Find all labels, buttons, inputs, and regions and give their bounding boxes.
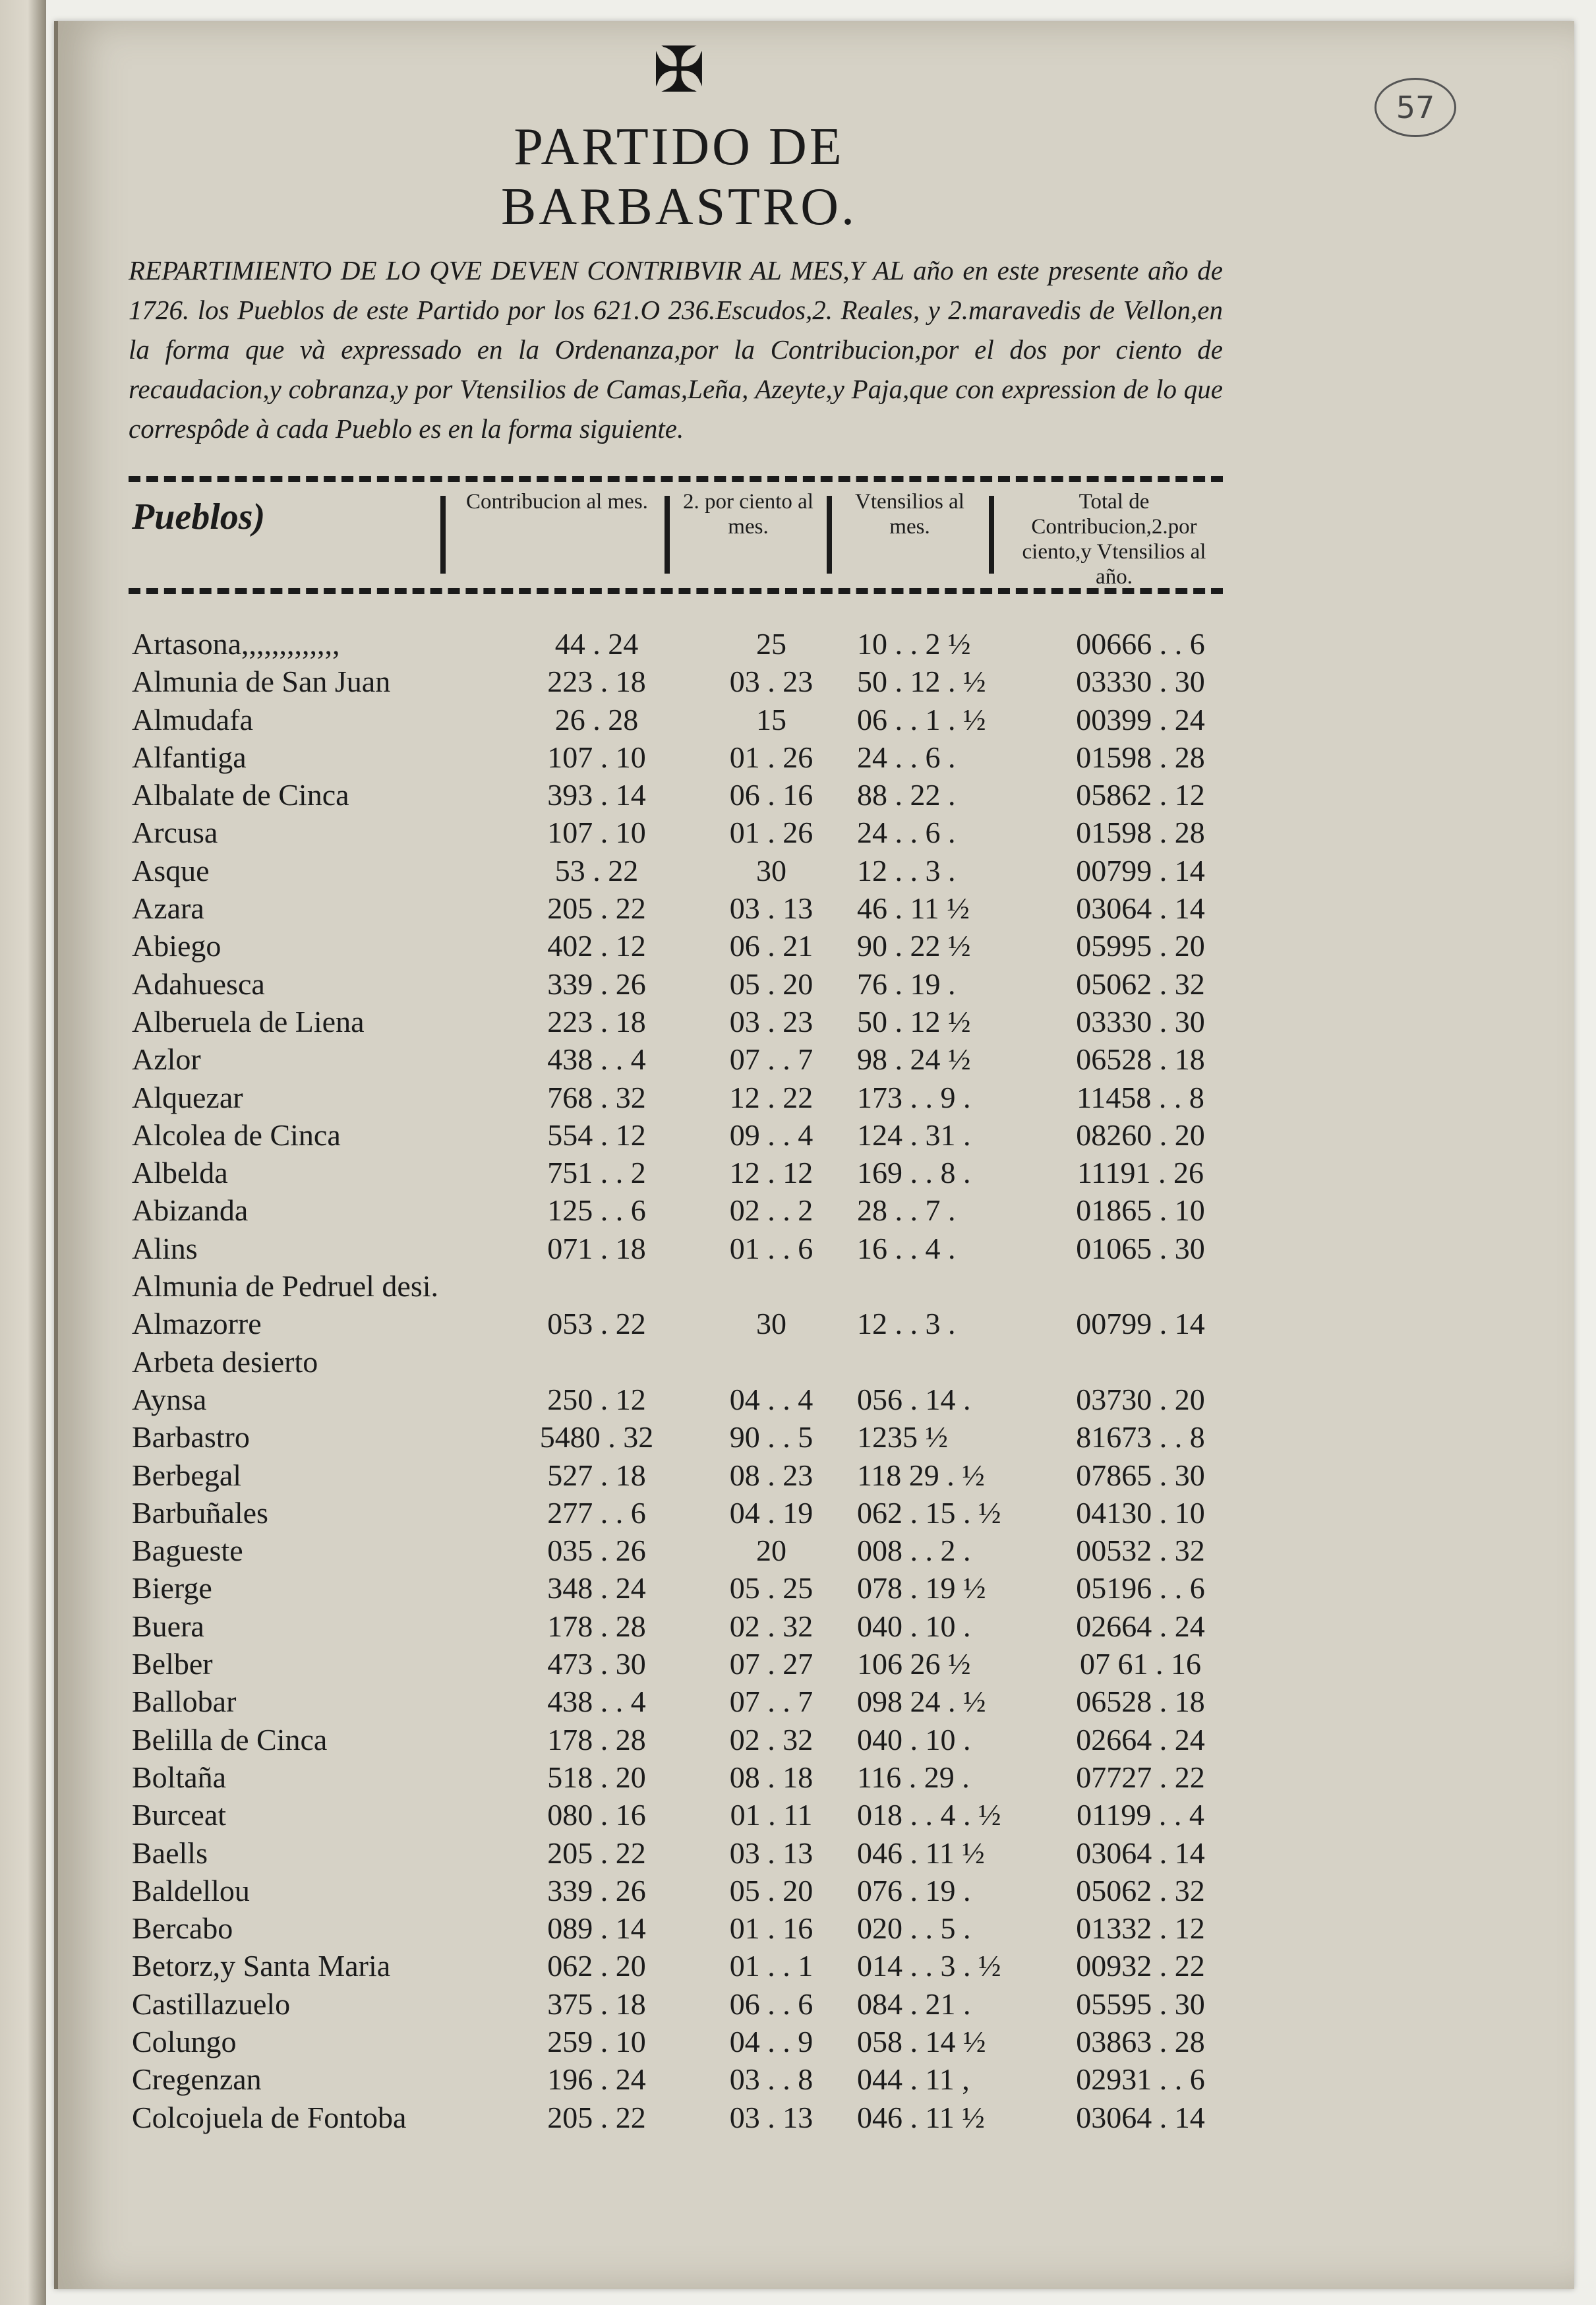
- contribution-table: [132, 626, 1239, 2138]
- table-row: [132, 1684, 1239, 1721]
- table-row: [132, 1797, 1239, 1835]
- total-cell: 03730 . 20: [1076, 1382, 1205, 1416]
- pueblo-name: Albalate de Cinca: [132, 778, 349, 812]
- contribucion-cell: 339 . 26: [547, 1873, 646, 1907]
- contribucion-cell: 080 . 16: [547, 1798, 646, 1832]
- contribucion-cell: 375 . 18: [547, 1987, 646, 2021]
- pueblo-name: Berbegal: [132, 1458, 242, 1492]
- por-ciento-cell: 06 . 21: [729, 929, 813, 963]
- pueblo-name: Alfantiga: [132, 740, 247, 774]
- por-ciento-cell: 12 . 12: [729, 1156, 813, 1190]
- contribucion-cell: 768 . 32: [547, 1080, 646, 1114]
- utensilios-cell: 10 . . 2 ½: [857, 627, 971, 661]
- utensilios-cell: 056 . 14 .: [857, 1382, 971, 1416]
- total-cell: 00799 . 14: [1076, 1307, 1205, 1341]
- contribucion-cell: 250 . 12: [547, 1382, 646, 1416]
- total-cell: 06528 . 18: [1076, 1685, 1205, 1719]
- utensilios-cell: 020 . . 5 .: [857, 1911, 971, 1946]
- contribucion-cell: 178 . 28: [547, 1609, 646, 1643]
- table-row: [132, 1911, 1239, 1948]
- por-ciento-cell: 08 . 23: [729, 1458, 813, 1492]
- por-ciento-cell: 02 . 32: [729, 1722, 813, 1756]
- utensilios-cell: 014 . . 3 . ½: [857, 1949, 1001, 1983]
- pueblo-name: Bagueste: [132, 1534, 243, 1568]
- utensilios-cell: 062 . 15 . ½: [857, 1495, 1001, 1530]
- por-ciento-cell: 02 . 32: [729, 1609, 813, 1643]
- por-ciento-cell: 12 . 22: [729, 1080, 813, 1114]
- utensilios-cell: 076 . 19 .: [857, 1873, 971, 1907]
- por-ciento-cell: 25: [756, 627, 786, 661]
- utensilios-cell: 50 . 12 ½: [857, 1004, 971, 1038]
- pueblo-name: Adahuesca: [132, 967, 265, 1001]
- total-cell: 02664 . 24: [1076, 1609, 1205, 1643]
- utensilios-cell: 046 . 11 ½: [857, 1836, 985, 1870]
- pueblo-name: Bercabo: [132, 1911, 233, 1946]
- contribucion-cell: 527 . 18: [547, 1458, 646, 1492]
- total-cell: 00666 . . 6: [1076, 627, 1205, 661]
- contribucion-cell: 26 . 28: [554, 702, 639, 736]
- table-row: [132, 1646, 1239, 1684]
- utensilios-cell: 173 . . 9 .: [857, 1080, 971, 1114]
- por-ciento-cell: 05 . 20: [729, 967, 813, 1001]
- contribucion-cell: 062 . 20: [547, 1949, 646, 1983]
- table-row: [132, 1382, 1239, 1420]
- contribucion-cell: 393 . 14: [547, 778, 646, 812]
- pueblo-name: Alberuela de Liena: [132, 1004, 365, 1038]
- pueblo-name: Cregenzan: [132, 2062, 262, 2097]
- utensilios-cell: 116 . 29 .: [857, 1760, 970, 1794]
- table-row: [132, 815, 1239, 853]
- contribucion-cell: 071 . 18: [547, 1231, 646, 1265]
- pueblo-name: Aynsa: [132, 1382, 207, 1416]
- pueblo-name: Azara: [132, 891, 204, 926]
- contribucion-cell: 277 . . 6: [547, 1495, 646, 1530]
- pueblo-name: Belilla de Cinca: [132, 1722, 328, 1756]
- pueblo-name: Barbastro: [132, 1420, 250, 1454]
- table-row: [132, 1571, 1239, 1608]
- contribucion-cell: 107 . 10: [547, 816, 646, 850]
- pueblo-name: Burceat: [132, 1798, 227, 1832]
- utensilios-cell: 169 . . 8 .: [857, 1156, 971, 1190]
- por-ciento-cell: 04 . . 9: [729, 2024, 813, 2058]
- por-ciento-cell: 30: [756, 853, 786, 887]
- por-ciento-cell: 06 . 16: [729, 778, 813, 812]
- total-cell: 01199 . . 4: [1077, 1798, 1204, 1832]
- utensilios-cell: 12 . . 3 .: [857, 1307, 956, 1341]
- table-row: [132, 1193, 1239, 1230]
- por-ciento-cell: 03 . 23: [729, 665, 813, 699]
- contribucion-cell: 125 . . 6: [547, 1193, 646, 1228]
- por-ciento-cell: 03 . 13: [729, 891, 813, 926]
- pueblo-name: Buera: [132, 1609, 204, 1643]
- contribucion-cell: 205 . 22: [547, 891, 646, 926]
- contribucion-cell: 751 . . 2: [547, 1156, 646, 1190]
- contribucion-cell: 44 . 24: [554, 627, 639, 661]
- column-divider: [989, 496, 994, 574]
- por-ciento-cell: 01 . 26: [729, 816, 813, 850]
- column-divider: [440, 496, 446, 574]
- total-cell: 03064 . 14: [1076, 1836, 1205, 1870]
- utensilios-cell: 12 . . 3 .: [857, 853, 956, 887]
- folio-stamp: 57: [1374, 78, 1456, 137]
- pueblo-name: Alins: [132, 1231, 198, 1265]
- column-header-contribucion: Contribucion al mes.: [466, 490, 648, 514]
- table-row: [132, 702, 1239, 740]
- utensilios-cell: 084 . 21 .: [857, 1987, 971, 2021]
- pueblo-name: Artasona,,,,,,,,,,,,,: [132, 627, 340, 661]
- contribucion-cell: 473 . 30: [547, 1647, 646, 1681]
- total-cell: 05062 . 32: [1076, 1873, 1205, 1907]
- pueblo-name: Asque: [132, 853, 210, 887]
- total-cell: 06528 . 18: [1076, 1042, 1205, 1077]
- por-ciento-cell: 03 . 13: [729, 1836, 813, 1870]
- por-ciento-cell: 05 . 20: [729, 1873, 813, 1907]
- table-row: [132, 777, 1239, 815]
- contribucion-cell: 554 . 12: [547, 1118, 646, 1152]
- total-cell: 03064 . 14: [1076, 891, 1205, 926]
- column-header-total: Total de Contribucion,2.por ciento,y Vtensilios al año.: [1022, 490, 1206, 589]
- table-row: [132, 1722, 1239, 1760]
- pueblo-name: Boltaña: [132, 1760, 227, 1794]
- total-cell: 02931 . . 6: [1076, 2062, 1205, 2097]
- header-rule-top: [129, 476, 1223, 482]
- por-ciento-cell: 04 . . 4: [729, 1382, 813, 1416]
- total-cell: 08260 . 20: [1076, 1118, 1205, 1152]
- por-ciento-cell: 90 . . 5: [729, 1420, 813, 1454]
- por-ciento-cell: 03 . . 8: [729, 2062, 813, 2097]
- pueblo-name: Colungo: [132, 2024, 237, 2058]
- contribucion-cell: 035 . 26: [547, 1534, 646, 1568]
- por-ciento-cell: 06 . . 6: [729, 1987, 813, 2021]
- contribucion-cell: 402 . 12: [547, 929, 646, 963]
- contribucion-cell: 259 . 10: [547, 2024, 646, 2058]
- table-row: [132, 1118, 1239, 1155]
- pueblo-name: Ballobar: [132, 1685, 237, 1719]
- contribucion-cell: 053 . 22: [547, 1307, 646, 1341]
- pueblo-name: Colcojuela de Fontoba: [132, 2100, 407, 2134]
- table-row: [132, 853, 1239, 891]
- pueblo-name: Almunia de Pedruel desi.: [132, 1269, 439, 1303]
- utensilios-cell: 46 . 11 ½: [857, 891, 970, 926]
- table-row: [132, 1344, 1239, 1382]
- table-row: [132, 1533, 1239, 1571]
- total-cell: 81673 . . 8: [1076, 1420, 1205, 1454]
- pueblo-name: Almunia de San Juan: [132, 665, 391, 699]
- table-row: [132, 891, 1239, 928]
- pueblo-name: Baldellou: [132, 1873, 250, 1907]
- total-cell: 01865 . 10: [1076, 1193, 1205, 1228]
- utensilios-cell: 1235 ½: [857, 1420, 948, 1454]
- utensilios-cell: 044 . 11 ,: [857, 2062, 970, 2097]
- utensilios-cell: 124 . 31 .: [857, 1118, 971, 1152]
- total-cell: 11191 . 26: [1077, 1156, 1204, 1190]
- contribucion-cell: 518 . 20: [547, 1760, 646, 1794]
- utensilios-cell: 16 . . 4 .: [857, 1231, 956, 1265]
- table-row: [132, 1004, 1239, 1042]
- pueblo-name: Almudafa: [132, 702, 253, 736]
- total-cell: 11458 . . 8: [1077, 1080, 1204, 1114]
- utensilios-cell: 008 . . 2 .: [857, 1534, 971, 1568]
- por-ciento-cell: 01 . . 6: [729, 1231, 813, 1265]
- total-cell: 00399 . 24: [1076, 702, 1205, 736]
- por-ciento-cell: 07 . . 7: [729, 1042, 813, 1077]
- por-ciento-cell: 03 . 13: [729, 2100, 813, 2134]
- utensilios-cell: 040 . 10 .: [857, 1609, 971, 1643]
- total-cell: 01065 . 30: [1076, 1231, 1205, 1265]
- por-ciento-cell: 07 . 27: [729, 1647, 813, 1681]
- utensilios-cell: 098 24 . ½: [857, 1685, 986, 1719]
- por-ciento-cell: 02 . . 2: [729, 1193, 813, 1228]
- utensilios-cell: 058 . 14 ½: [857, 2024, 986, 2058]
- pueblo-name: Bierge: [132, 1571, 212, 1605]
- contribucion-cell: 223 . 18: [547, 665, 646, 699]
- total-cell: 03863 . 28: [1076, 2024, 1205, 2058]
- column-divider: [827, 496, 832, 574]
- column-header-utensilios: Vtensilios al mes.: [855, 490, 964, 539]
- table-row: [132, 664, 1239, 702]
- contribucion-cell: 107 . 10: [547, 740, 646, 774]
- table-row: [132, 2062, 1239, 2099]
- pueblo-name: Abiego: [132, 929, 222, 963]
- table-row: [132, 1155, 1239, 1193]
- pueblo-name: Arbeta desierto: [132, 1344, 318, 1379]
- total-cell: 02664 . 24: [1076, 1722, 1205, 1756]
- total-cell: 03064 . 14: [1076, 2100, 1205, 2134]
- table-row: [132, 1760, 1239, 1797]
- utensilios-cell: 018 . . 4 . ½: [857, 1798, 1001, 1832]
- pueblo-name: Almazorre: [132, 1307, 262, 1341]
- table-row: [132, 1609, 1239, 1646]
- contribucion-cell: 205 . 22: [547, 2100, 646, 2134]
- contribucion-cell: 178 . 28: [547, 1722, 646, 1756]
- utensilios-cell: 98 . 24 ½: [857, 1042, 971, 1077]
- maltese-cross-icon: ✠: [652, 35, 706, 105]
- contribucion-cell: 089 . 14: [547, 1911, 646, 1946]
- total-cell: 05995 . 20: [1076, 929, 1205, 963]
- page-title: PARTIDO DE BARBASTRO.: [500, 118, 858, 236]
- contribucion-cell: 223 . 18: [547, 1004, 646, 1038]
- total-cell: 00532 . 32: [1076, 1534, 1205, 1568]
- pueblo-name: Albelda: [132, 1156, 228, 1190]
- utensilios-cell: 118 29 . ½: [857, 1458, 985, 1492]
- por-ciento-cell: 03 . 23: [729, 1004, 813, 1038]
- total-cell: 01332 . 12: [1076, 1911, 1205, 1946]
- table-row: [132, 1420, 1239, 1457]
- pueblo-name: Castillazuelo: [132, 1987, 291, 2021]
- por-ciento-cell: 01 . 26: [729, 740, 813, 774]
- table-row: [132, 967, 1239, 1004]
- table-row: [132, 740, 1239, 777]
- por-ciento-cell: 01 . 16: [729, 1911, 813, 1946]
- table-row: [132, 1987, 1239, 2024]
- table-row: [132, 2024, 1239, 2062]
- table-row: [132, 2100, 1239, 2138]
- contribucion-cell: 53 . 22: [554, 853, 639, 887]
- utensilios-cell: 50 . 12 . ½: [857, 665, 986, 699]
- utensilios-cell: 078 . 19 ½: [857, 1571, 986, 1605]
- utensilios-cell: 24 . . 6 .: [857, 816, 956, 850]
- pueblo-name: Baells: [132, 1836, 208, 1870]
- total-cell: 07 61 . 16: [1080, 1647, 1201, 1681]
- contribucion-cell: 438 . . 4: [547, 1685, 646, 1719]
- total-cell: 05595 . 30: [1076, 1987, 1205, 2021]
- table-row: [132, 928, 1239, 966]
- total-cell: 05062 . 32: [1076, 967, 1205, 1001]
- utensilios-cell: 88 . 22 .: [857, 778, 956, 812]
- column-divider: [665, 496, 670, 574]
- table-row: [132, 1306, 1239, 1344]
- contribucion-cell: 205 . 22: [547, 1836, 646, 1870]
- contribucion-cell: 339 . 26: [547, 967, 646, 1001]
- pueblo-name: Arcusa: [132, 816, 218, 850]
- pueblo-name: Abizanda: [132, 1193, 249, 1228]
- table-row: [132, 626, 1239, 664]
- total-cell: 00799 . 14: [1076, 853, 1205, 887]
- total-cell: 05196 . . 6: [1076, 1571, 1205, 1605]
- intro-paragraph: REPARTIMIENTO DE LO QVE DEVEN CONTRIBVIR AL MES,Y AL año en este presente año de 1726. los Pueblos de este Partido por los 621.O 236.Escudos,2. Reales, y 2.maravedis de Vellon,en la forma que và expressado en la Ordenanza,por la Contribucion,por el dos por ciento de recaudacion,y cobranza,y por Vtensilios de Camas,Leña, Azeyte,y Paja,que con expression de lo que correspôde à cada Pueblo es en la forma siguiente.: [129, 255, 1223, 444]
- utensilios-cell: 24 . . 6 .: [857, 740, 956, 774]
- pueblo-name: Azlor: [132, 1042, 201, 1077]
- por-ciento-cell: 05 . 25: [729, 1571, 813, 1605]
- utensilios-cell: 06 . . 1 . ½: [857, 702, 986, 736]
- table-row: [132, 1495, 1239, 1533]
- por-ciento-cell: 20: [756, 1534, 786, 1568]
- total-cell: 07865 . 30: [1076, 1458, 1205, 1492]
- table-row: [132, 1873, 1239, 1911]
- pueblo-name: Alcolea de Cinca: [132, 1118, 341, 1152]
- utensilios-cell: 040 . 10 .: [857, 1722, 971, 1756]
- por-ciento-cell: 15: [756, 702, 786, 736]
- pueblo-name: Belber: [132, 1647, 213, 1681]
- total-cell: 01598 . 28: [1076, 816, 1205, 850]
- pueblo-name: Barbuñales: [132, 1495, 268, 1530]
- table-row: [132, 1948, 1239, 1986]
- contribucion-cell: 438 . . 4: [547, 1042, 646, 1077]
- total-cell: 01598 . 28: [1076, 740, 1205, 774]
- utensilios-cell: 106 26 ½: [857, 1647, 971, 1681]
- por-ciento-cell: 30: [756, 1307, 786, 1341]
- table-row: [132, 1080, 1239, 1118]
- contribucion-cell: 348 . 24: [547, 1571, 646, 1605]
- column-header-por-ciento: 2. por ciento al mes.: [683, 490, 813, 539]
- contribucion-cell: 196 . 24: [547, 2062, 646, 2097]
- table-row: [132, 1269, 1239, 1306]
- table-row: [132, 1042, 1239, 1079]
- pueblo-name: Alquezar: [132, 1080, 243, 1114]
- table-row: [132, 1836, 1239, 1873]
- total-cell: 05862 . 12: [1076, 778, 1205, 812]
- contribucion-cell: 5480 . 32: [539, 1420, 654, 1454]
- por-ciento-cell: 08 . 18: [729, 1760, 813, 1794]
- table-row: [132, 1231, 1239, 1269]
- por-ciento-cell: 09 . . 4: [729, 1118, 813, 1152]
- column-header-pueblos: Pueblos): [132, 496, 266, 537]
- facing-page-edge: [0, 0, 46, 2305]
- total-cell: 03330 . 30: [1076, 1004, 1205, 1038]
- total-cell: 07727 . 22: [1076, 1760, 1205, 1794]
- utensilios-cell: 28 . . 7 .: [857, 1193, 956, 1228]
- utensilios-cell: 046 . 11 ½: [857, 2100, 985, 2134]
- por-ciento-cell: 04 . 19: [729, 1495, 813, 1530]
- por-ciento-cell: 01 . 11: [730, 1798, 813, 1832]
- total-cell: 00932 . 22: [1076, 1949, 1205, 1983]
- por-ciento-cell: 07 . . 7: [729, 1685, 813, 1719]
- total-cell: 04130 . 10: [1076, 1495, 1205, 1530]
- utensilios-cell: 76 . 19 .: [857, 967, 956, 1001]
- por-ciento-cell: 01 . . 1: [729, 1949, 813, 1983]
- table-row: [132, 1458, 1239, 1495]
- pueblo-name: Betorz,y Santa Maria: [132, 1949, 391, 1983]
- total-cell: 03330 . 30: [1076, 665, 1205, 699]
- utensilios-cell: 90 . 22 ½: [857, 929, 971, 963]
